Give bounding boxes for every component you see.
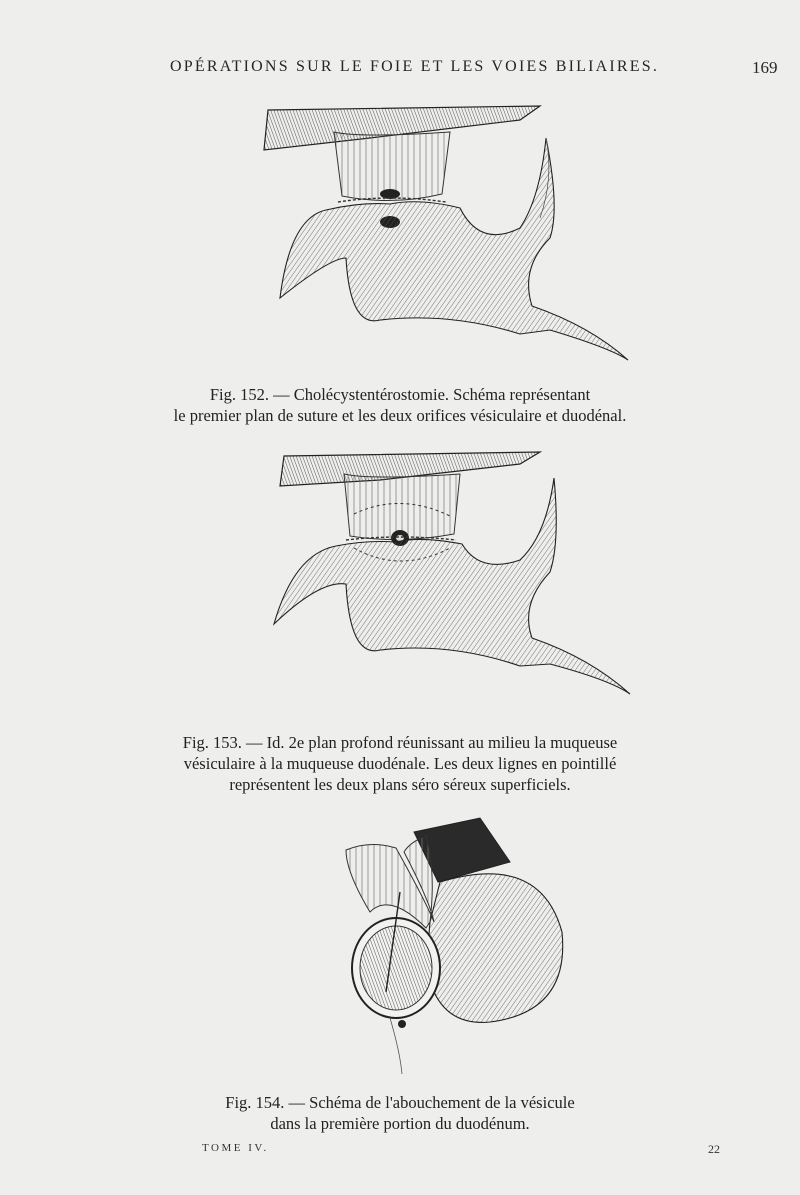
figure-154-caption <box>60 1092 740 1134</box>
sheet-number: 22 <box>708 1142 720 1156</box>
caption-line: Fig. 152. — Cholécystentérostomie. Schéma représentant <box>209 385 591 404</box>
figure-154-illustration <box>330 812 590 1082</box>
caption-line: Fig. 153. — Id. 2e plan profond réunissant au milieu la muqueuse <box>182 733 618 752</box>
running-title: OPÉRATIONS SUR LE FOIE ET LES VOIES BILIAIRES. <box>170 58 660 75</box>
figure-152-caption <box>60 384 740 426</box>
volume-signature: TOME IV. <box>202 1142 269 1154</box>
figure-153-illustration <box>250 444 650 714</box>
caption-line: représentent les deux plans séro séreux superficiels. <box>229 775 571 794</box>
figure-153-caption <box>60 732 740 795</box>
figure-152-illustration <box>250 98 650 370</box>
caption-line: Fig. 154. — Schéma de l'abouchement de la vésicule <box>225 1093 575 1112</box>
caption-line: le premier plan de suture et les deux orifices vésiculaire et duodénal. <box>173 406 627 425</box>
caption-line: dans la première portion du duodénum. <box>270 1114 530 1133</box>
page-number: 169 <box>752 58 778 77</box>
caption-line: vésiculaire à la muqueuse duodénale. Les deux lignes en pointillé <box>183 754 617 773</box>
